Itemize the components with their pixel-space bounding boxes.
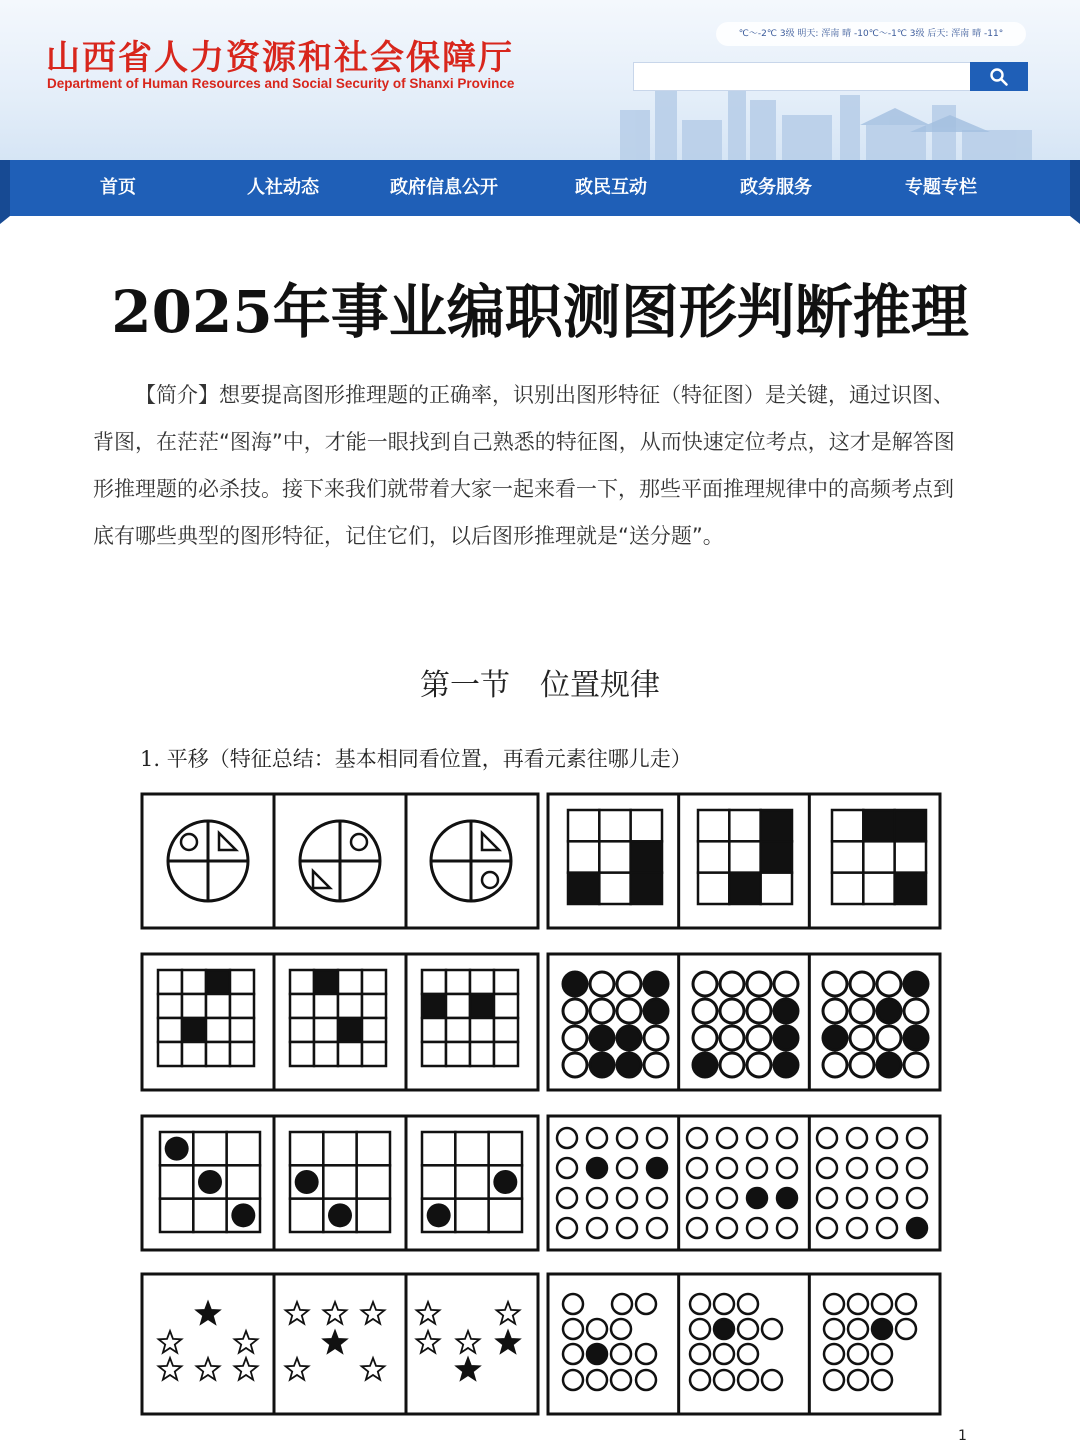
quadrant-figure — [431, 821, 511, 901]
nav-item-home[interactable]: 首页 — [100, 177, 136, 198]
nav-item-gov-info[interactable]: 政府信息公开 — [390, 177, 498, 198]
dot-grid-figure — [422, 1132, 522, 1232]
grid-figure — [832, 810, 926, 904]
dot-grid-figure — [290, 1132, 390, 1232]
rule-label: 1. 平移（特征总结：基本相同看位置，再看元素往哪儿走） — [140, 747, 692, 771]
nav-item-news[interactable]: 人社动态 — [247, 177, 319, 198]
nav-item-interaction[interactable]: 政民互动 — [575, 177, 647, 198]
grid-figure — [290, 970, 386, 1066]
quadrant-figure — [300, 821, 380, 901]
grid-figure — [422, 970, 518, 1066]
nav-item-services[interactable]: 政务服务 — [740, 177, 812, 198]
page-number: 1 — [958, 1428, 967, 1444]
section-heading: 第一节 位置规律 — [420, 668, 660, 703]
grid-figure — [568, 810, 662, 904]
nav-item-topics[interactable]: 专题专栏 — [905, 177, 977, 198]
site-title[interactable]: 山西省人力资源和社会保障厅 — [46, 38, 514, 78]
quadrant-figure — [168, 821, 248, 901]
grid-figure — [698, 810, 792, 904]
weather-widget: ℃～-2℃ 3级 明天: 浑南 晴 -10℃～-1℃ 3级 后天: 浑南 晴 -11° — [716, 22, 1026, 46]
grid-figure — [158, 970, 254, 1066]
article-title: 2025年事业编职测图形判断推理 — [111, 278, 969, 346]
intro-paragraph: 【简介】想要提高图形推理题的正确率，识别出图形特征（特征图）是关键，通过识图、背图，在茫茫“图海”中，才能一眼找到自己熟悉的特征图，从而快速定位考点，这才是解答图形推理题的必杀技。接下来我们就带着大家一起来看一下，那些平面推理规律中的高频考点到底有哪些典型的图形特征，记住它们，以后图形推理就是“送分题”。 — [93, 383, 955, 548]
dot-grid-figure — [160, 1132, 260, 1232]
site-subtitle: Department of Human Resources and Social Security of Shanxi Province — [47, 76, 515, 91]
